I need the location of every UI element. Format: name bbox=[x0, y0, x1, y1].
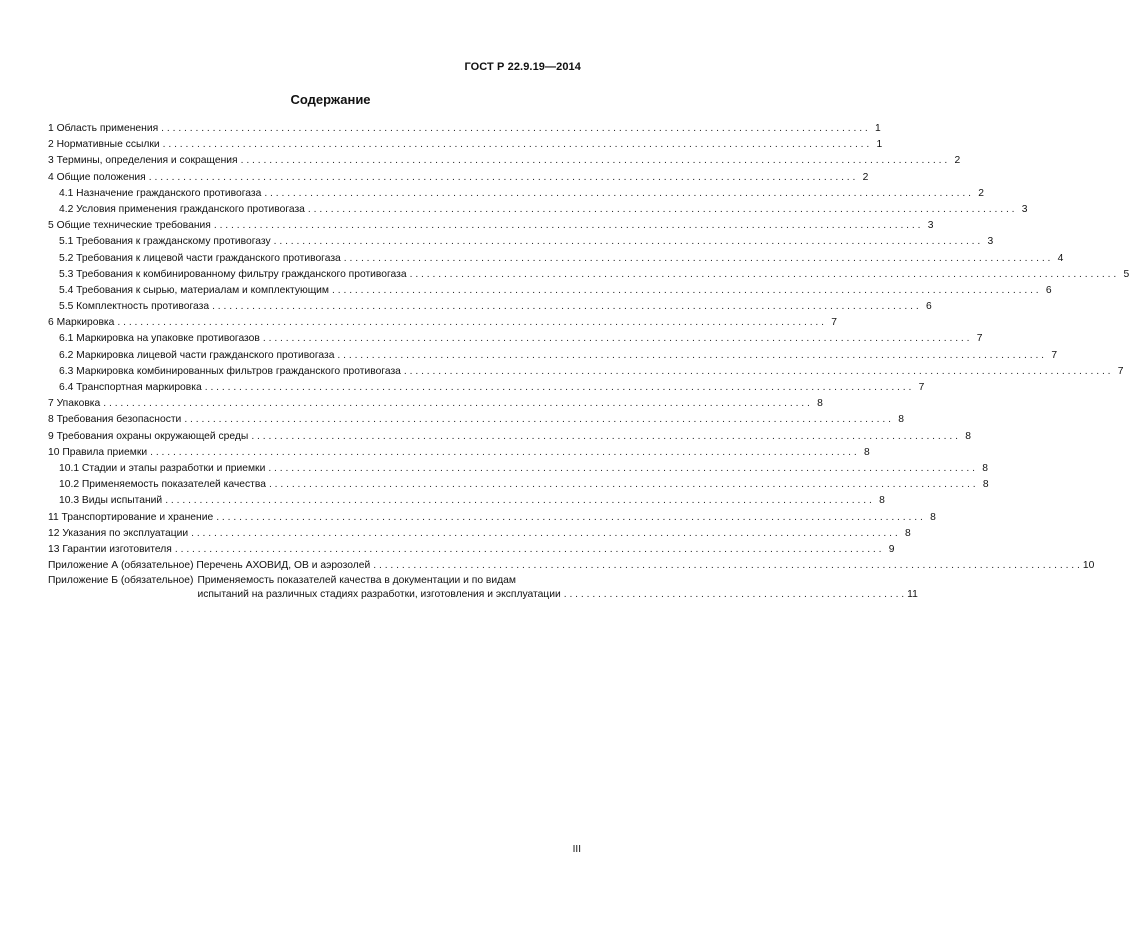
table-of-contents bbox=[48, 121, 1129, 602]
toc-leader-dots bbox=[216, 510, 923, 526]
toc-entry-page: 11 bbox=[907, 589, 918, 601]
toc-entry[interactable] bbox=[48, 542, 895, 558]
toc-entry-label: 6.3 Маркировка комбинированных фильтров гражданского противогаза bbox=[59, 365, 401, 377]
toc-entry-page: 8 bbox=[898, 414, 904, 426]
toc-entry[interactable] bbox=[48, 445, 870, 461]
toc-leader-dots bbox=[274, 234, 981, 250]
toc-entry-label: 6.1 Маркировка на упаковке противогазов bbox=[59, 333, 260, 345]
toc-leader-dots bbox=[175, 542, 882, 558]
toc-entry-page: 8 bbox=[904, 527, 911, 539]
toc-entry-label: 4.1 Назначение гражданского противогаза bbox=[59, 187, 262, 199]
toc-entry[interactable] bbox=[48, 526, 911, 542]
toc-entry-label: 10.2 Применяемость показателей качества bbox=[59, 479, 266, 491]
toc-entry[interactable] bbox=[48, 315, 837, 331]
toc-leader-dots bbox=[163, 137, 870, 153]
toc-leader-dots bbox=[404, 364, 1111, 380]
toc-entry-page: 7 bbox=[1051, 349, 1058, 361]
toc-entry[interactable] bbox=[48, 510, 936, 526]
toc-entry-page: 8 bbox=[982, 462, 988, 474]
toc-entry-label: 7 Упаковка bbox=[48, 398, 101, 410]
toc-entry-page: 2 bbox=[954, 155, 961, 167]
toc-leader-dots bbox=[191, 526, 898, 542]
toc-entry[interactable] bbox=[48, 396, 823, 412]
toc-leader-dots bbox=[269, 477, 976, 493]
toc-entry-label: 4 Общие положения bbox=[48, 171, 146, 183]
toc-entry-page: 2 bbox=[862, 171, 869, 183]
toc-leader-dots bbox=[410, 267, 1117, 283]
page-number: III bbox=[572, 844, 581, 855]
toc-entry-page: 10 bbox=[1082, 560, 1095, 572]
toc-entry[interactable] bbox=[48, 170, 869, 186]
toc-entry[interactable] bbox=[48, 251, 1064, 267]
toc-entry-label: 10 Правила приемки bbox=[48, 446, 148, 458]
toc-entry-page: 7 bbox=[1117, 365, 1124, 377]
toc-leader-dots bbox=[212, 299, 919, 315]
toc-entry[interactable] bbox=[48, 218, 934, 234]
toc-entry[interactable] bbox=[48, 234, 994, 250]
toc-leader-dots bbox=[263, 331, 970, 347]
toc-entry-page: 8 bbox=[879, 495, 885, 507]
toc-leader-dots bbox=[241, 153, 948, 169]
toc-entry-page: 3 bbox=[987, 236, 994, 248]
appendix-b-body bbox=[197, 574, 917, 602]
toc-entry[interactable] bbox=[48, 364, 1124, 380]
toc-entry-label: 5.1 Требования к гражданскому противогазу bbox=[59, 236, 271, 248]
toc-entry[interactable] bbox=[48, 137, 883, 153]
toc-entry-label: 5.4 Требования к сырью, материалам и комплектующим bbox=[59, 284, 330, 296]
toc-entry-page: 8 bbox=[864, 446, 870, 458]
toc-leader-dots bbox=[564, 588, 904, 602]
toc-entry[interactable] bbox=[48, 493, 885, 509]
toc-entry-label: 5.5 Комплектность противогаза bbox=[59, 301, 210, 313]
toc-entry-label: 3 Термины, определения и сокращения bbox=[48, 155, 238, 167]
toc-entry-label: 10.1 Стадии и этапы разработки и приемки bbox=[59, 462, 266, 474]
toc-leader-dots bbox=[337, 348, 1044, 364]
toc-entry-label: 4.2 Условия применения гражданского противогаза bbox=[59, 203, 305, 215]
toc-entry[interactable] bbox=[48, 202, 1028, 218]
toc-entry-label: 2 Нормативные ссылки bbox=[48, 139, 160, 151]
toc-entry[interactable] bbox=[48, 429, 971, 445]
toc-entry-page: 8 bbox=[965, 430, 971, 442]
page-title: Содержание bbox=[290, 92, 371, 107]
toc-entry-label: 6.2 Маркировка лицевой части гражданского противогаза bbox=[59, 349, 335, 361]
toc-entry[interactable] bbox=[48, 186, 984, 202]
toc-leader-dots bbox=[117, 315, 824, 331]
toc-leader-dots bbox=[205, 380, 912, 396]
toc-entry[interactable] bbox=[48, 477, 989, 493]
toc-entry-page: 8 bbox=[982, 479, 989, 491]
toc-entry[interactable] bbox=[48, 348, 1058, 364]
toc-entry-label: 5.2 Требования к лицевой части гражданского противогаза bbox=[59, 252, 341, 264]
toc-entry-page: 3 bbox=[1021, 203, 1028, 215]
toc-entry-label: 5.3 Требования к комбинированному фильтру гражданского противогаза bbox=[59, 268, 407, 280]
toc-entry-page: 1 bbox=[875, 123, 881, 134]
toc-entry-label: 1 Область применения bbox=[48, 123, 159, 134]
toc-entry[interactable] bbox=[48, 558, 1095, 574]
toc-leader-dots bbox=[251, 429, 958, 445]
toc-entry-page: 2 bbox=[978, 187, 984, 199]
toc-entry-page: 7 bbox=[918, 382, 925, 393]
toc-entry[interactable] bbox=[48, 412, 904, 428]
toc-entry[interactable] bbox=[48, 380, 925, 396]
toc-leader-dots bbox=[308, 202, 1015, 218]
toc-leader-dots bbox=[150, 445, 857, 461]
appendix-b-title-line1: Применяемость показателей качества в документации и по видам bbox=[197, 575, 516, 587]
toc-entry-label: 6 Маркировка bbox=[48, 317, 115, 329]
toc-leader-dots bbox=[264, 186, 971, 202]
toc-entry-page: 4 bbox=[1057, 252, 1064, 264]
toc-entry-label: 10.3 Виды испытаний bbox=[59, 495, 163, 507]
toc-leader-dots bbox=[344, 251, 1051, 267]
toc-entry[interactable] bbox=[48, 299, 932, 315]
toc-entry-label: 6.4 Транспортная маркировка bbox=[59, 382, 202, 393]
document-code: ГОСТ Р 22.9.19—2014 bbox=[464, 61, 581, 73]
toc-entry-label: 13 Гарантии изготовителя bbox=[48, 543, 172, 555]
toc-entry[interactable] bbox=[48, 331, 983, 347]
toc-entry-page: 5 bbox=[1123, 268, 1129, 280]
toc-leader-dots bbox=[161, 121, 868, 137]
toc-entry-page: 7 bbox=[831, 317, 837, 329]
toc-leader-dots bbox=[184, 412, 891, 428]
appendix-b-wrap bbox=[48, 574, 918, 602]
toc-entry-label: 11 Транспортирование и хранение bbox=[48, 511, 214, 523]
toc-entry-label: 9 Требования охраны окружающей среды bbox=[48, 430, 249, 442]
toc-leader-dots bbox=[332, 283, 1039, 299]
toc-entry-label: 12 Указания по эксплуатации bbox=[48, 527, 189, 539]
toc-leader-dots bbox=[268, 461, 975, 477]
toc-entry-appendix-b[interactable] bbox=[48, 574, 918, 602]
toc-entry-page: 6 bbox=[1045, 284, 1052, 296]
toc-leader-dots bbox=[165, 493, 872, 509]
toc-entry[interactable] bbox=[48, 461, 988, 477]
toc-leader-dots bbox=[214, 218, 921, 234]
toc-entry-page: 8 bbox=[817, 398, 823, 410]
toc-leader-dots bbox=[149, 170, 856, 186]
toc-entry-page: 8 bbox=[930, 511, 936, 523]
toc-entry-page: 1 bbox=[876, 139, 883, 151]
appendix-b-line2 bbox=[197, 588, 917, 602]
appendix-b-title-line2: испытаний на различных стадиях разработки, изготовления и эксплуатации bbox=[197, 589, 561, 601]
toc-entry-label: Приложение А (обязательное) Перечень АХОВИД, ОВ и аэрозолей bbox=[48, 560, 371, 572]
toc-entry-page: 6 bbox=[925, 301, 932, 313]
toc-entry[interactable] bbox=[48, 283, 1052, 299]
toc-entry-page: 7 bbox=[976, 333, 983, 345]
toc-entry-label: 8 Требования безопасности bbox=[48, 414, 182, 426]
toc-leader-dots bbox=[373, 558, 1080, 574]
appendix-b-prefix: Приложение Б (обязательное) bbox=[48, 575, 194, 587]
toc-entry-page: 3 bbox=[927, 220, 934, 232]
toc-entry[interactable] bbox=[48, 267, 1129, 283]
toc-entry[interactable] bbox=[48, 121, 881, 137]
toc-entry[interactable] bbox=[48, 153, 961, 169]
toc-entry-label: 5 Общие технические требования bbox=[48, 220, 211, 232]
toc-leader-dots bbox=[103, 396, 810, 412]
toc-entry-page: 9 bbox=[888, 543, 895, 555]
